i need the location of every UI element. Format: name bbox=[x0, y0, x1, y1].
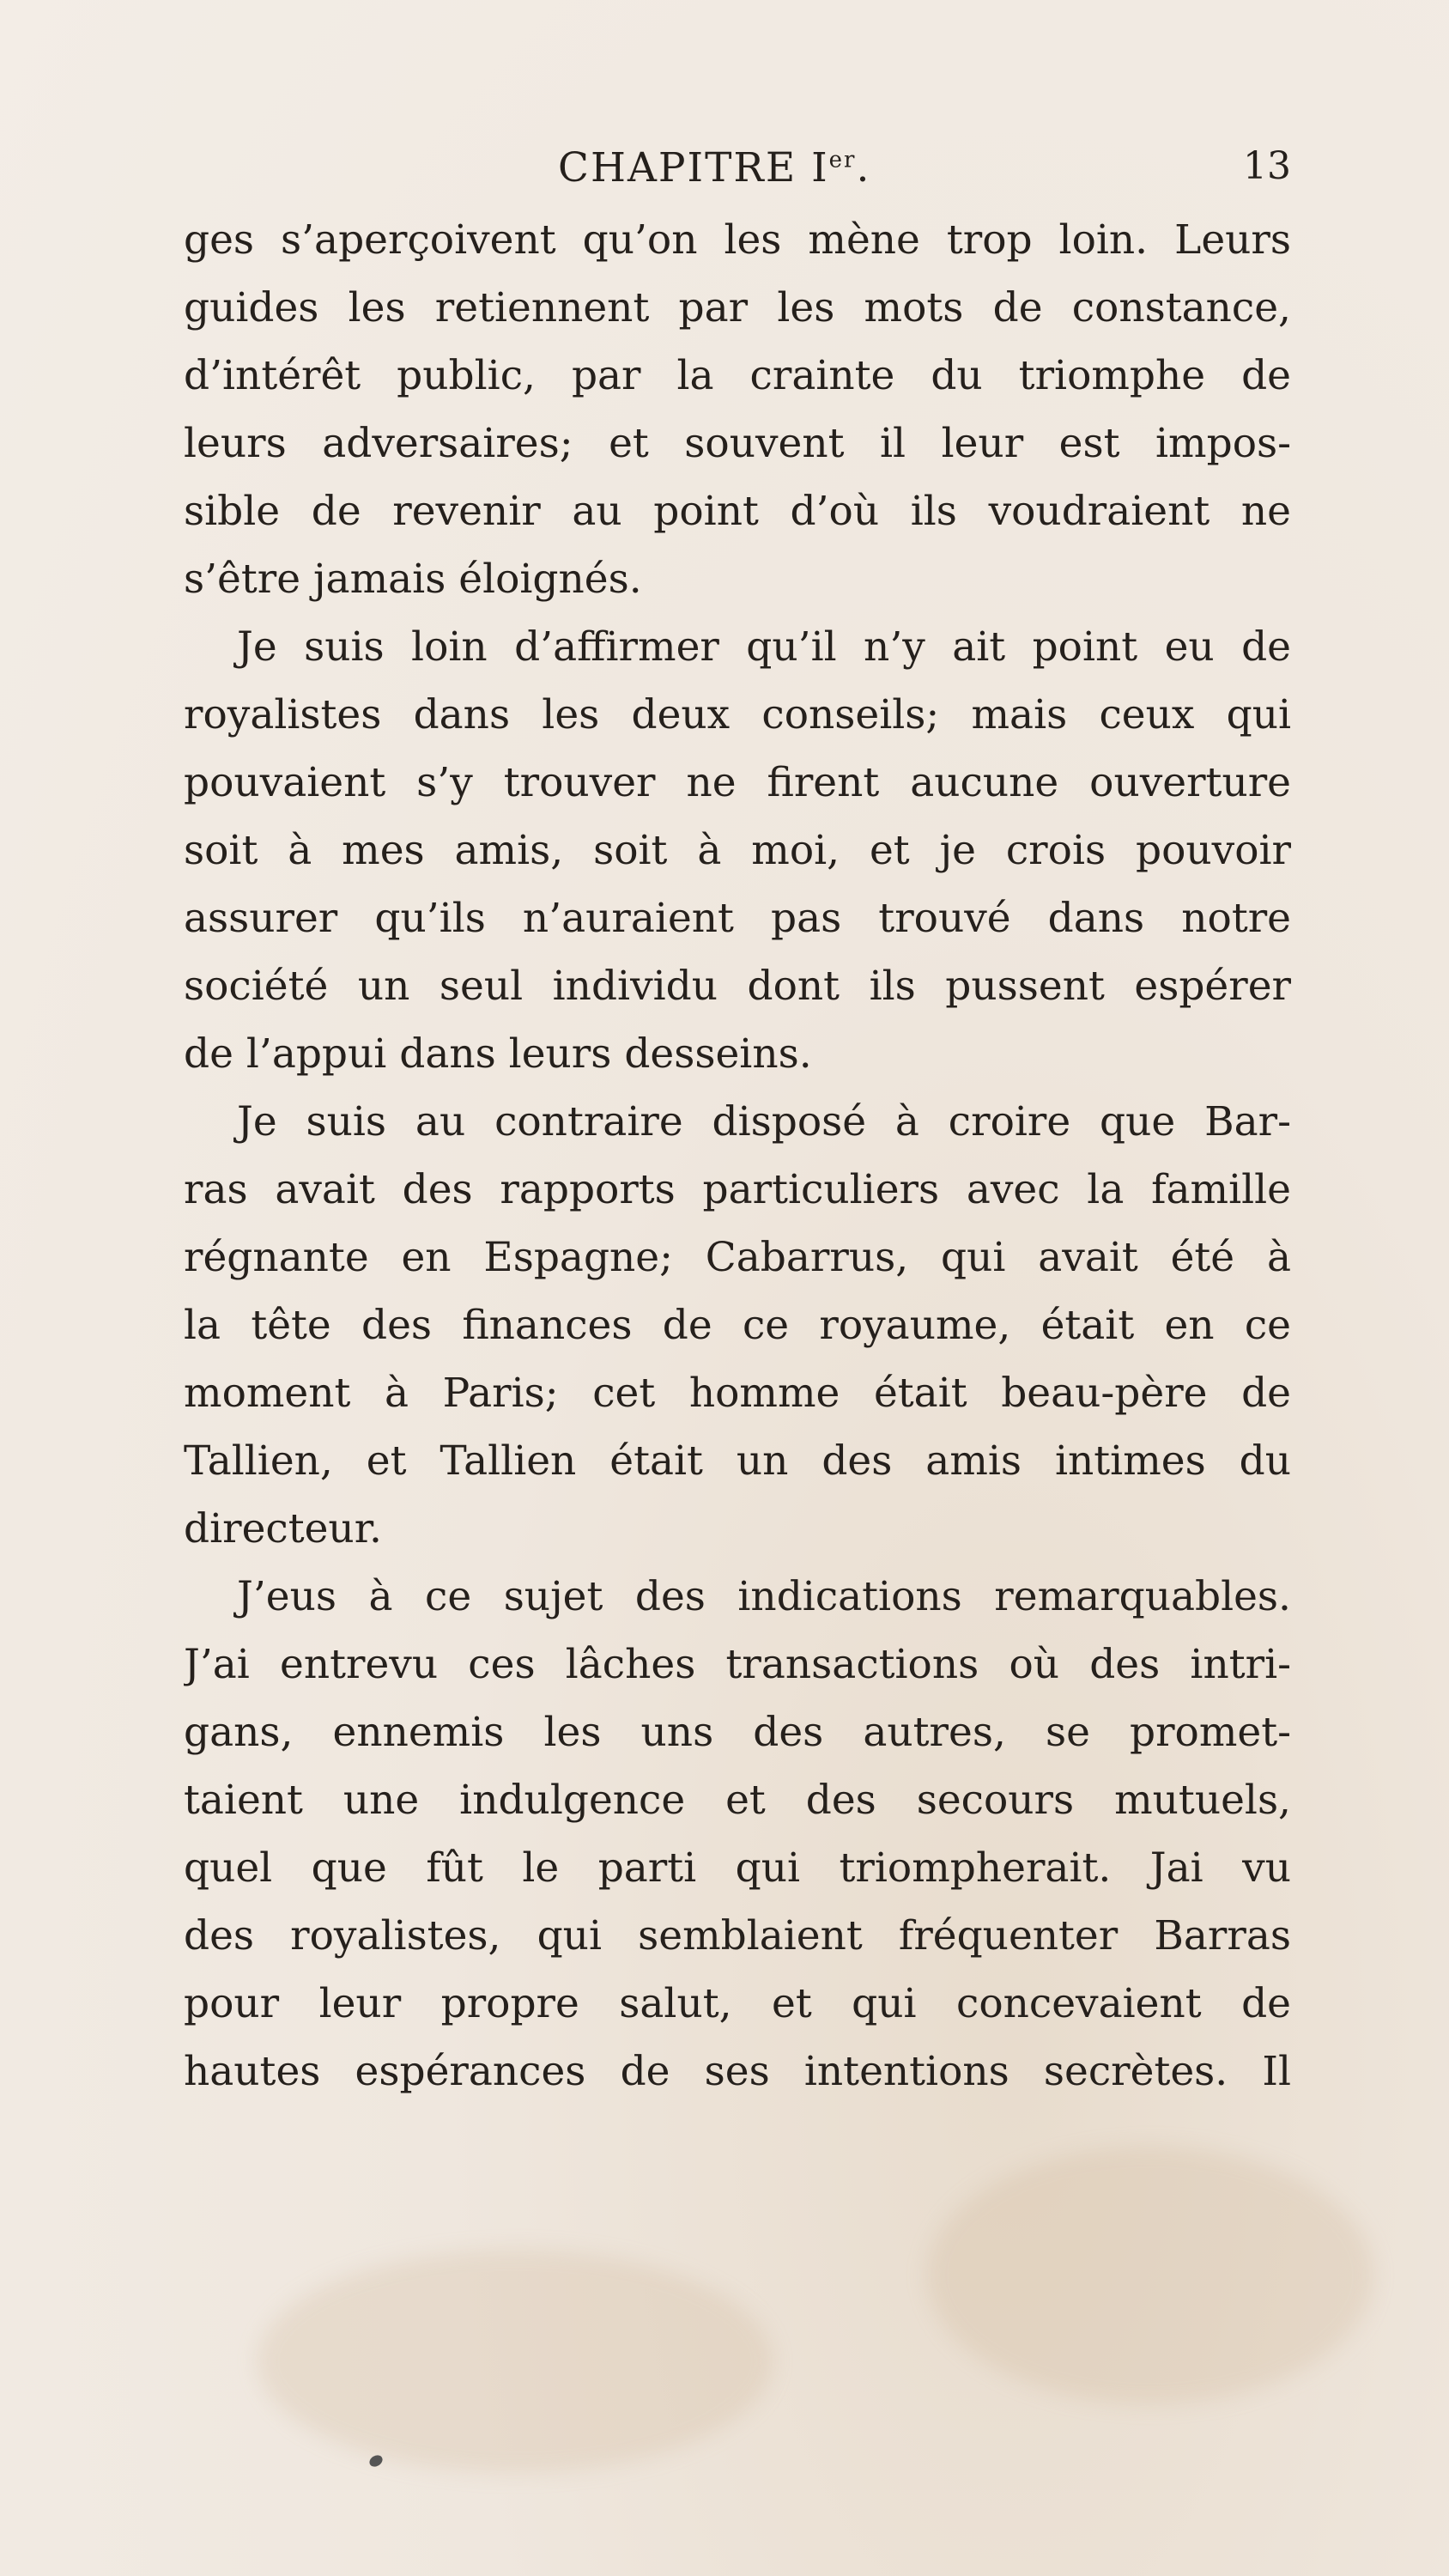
text-line: de l’appui dans leurs desseins. bbox=[184, 1030, 812, 1078]
chapter-heading: CHAPITRE Ier. bbox=[558, 144, 871, 191]
text-line: J’ai entrevu ces lâches transactions où des intri- bbox=[184, 1641, 1291, 1688]
text-line: Tallien, et Tallien était un des amis intimes du bbox=[184, 1437, 1291, 1485]
text-line: régnante en Espagne; Cabarrus, qui avait été à bbox=[184, 1234, 1291, 1281]
paper-stain bbox=[927, 2147, 1373, 2404]
text-line: Je suis loin d’affirmer qu’il n’y ait point eu de bbox=[237, 623, 1291, 671]
text-line: s’être jamais éloignés. bbox=[184, 556, 642, 603]
text-line: hautes espérances de ses intentions secrètes. Il bbox=[184, 2048, 1291, 2095]
text-line: des royalistes, qui semblaient fréquenter Barras bbox=[184, 1912, 1291, 1959]
text-line: pouvaient s’y trouver ne firent aucune ouverture bbox=[184, 759, 1291, 806]
text-line: taient une indulgence et des secours mutuels, bbox=[184, 1777, 1291, 1824]
text-line: guides les retiennent par les mots de constance, bbox=[184, 284, 1291, 331]
text-line: ges s’aperçoivent qu’on les mène trop loin. Leurs bbox=[184, 216, 1291, 264]
text-line: quel que fût le parti qui triompherait. Jai vu bbox=[184, 1844, 1291, 1892]
text-line: pour leur propre salut, et qui concevaient de bbox=[184, 1980, 1291, 2027]
text-line: la tête des finances de ce royaume, était en ce bbox=[184, 1302, 1291, 1349]
text-line: moment à Paris; cet homme était beau-père de bbox=[184, 1370, 1291, 1417]
text-line: gans, ennemis les uns des autres, se promet- bbox=[184, 1709, 1291, 1756]
body-text bbox=[184, 206, 1291, 2105]
text-line: soit à mes amis, soit à moi, et je crois pouvoir bbox=[184, 827, 1291, 874]
text-line: J’eus à ce sujet des indications remarquables. bbox=[237, 1573, 1291, 1620]
text-line: assurer qu’ils n’auraient pas trouvé dans notre bbox=[184, 895, 1291, 942]
text-line: royalistes dans les deux conseils; mais ceux qui bbox=[184, 691, 1291, 738]
paper-stain bbox=[258, 2250, 773, 2473]
text-line: directeur. bbox=[184, 1505, 382, 1552]
text-line: société un seul individu dont ils pussent espérer bbox=[184, 963, 1291, 1010]
text-line: sible de revenir au point d’où ils voudraient ne bbox=[184, 488, 1291, 535]
text-line: Je suis au contraire disposé à croire que Bar- bbox=[237, 1098, 1291, 1145]
text-line: leurs adversaires; et souvent il leur est impos- bbox=[184, 420, 1291, 467]
text-line: ras avait des rapports particuliers avec la famille bbox=[184, 1166, 1291, 1213]
page-number: 13 bbox=[1243, 144, 1291, 188]
running-header bbox=[184, 144, 1291, 204]
text-line: d’intérêt public, par la crainte du triomphe de bbox=[184, 352, 1291, 399]
